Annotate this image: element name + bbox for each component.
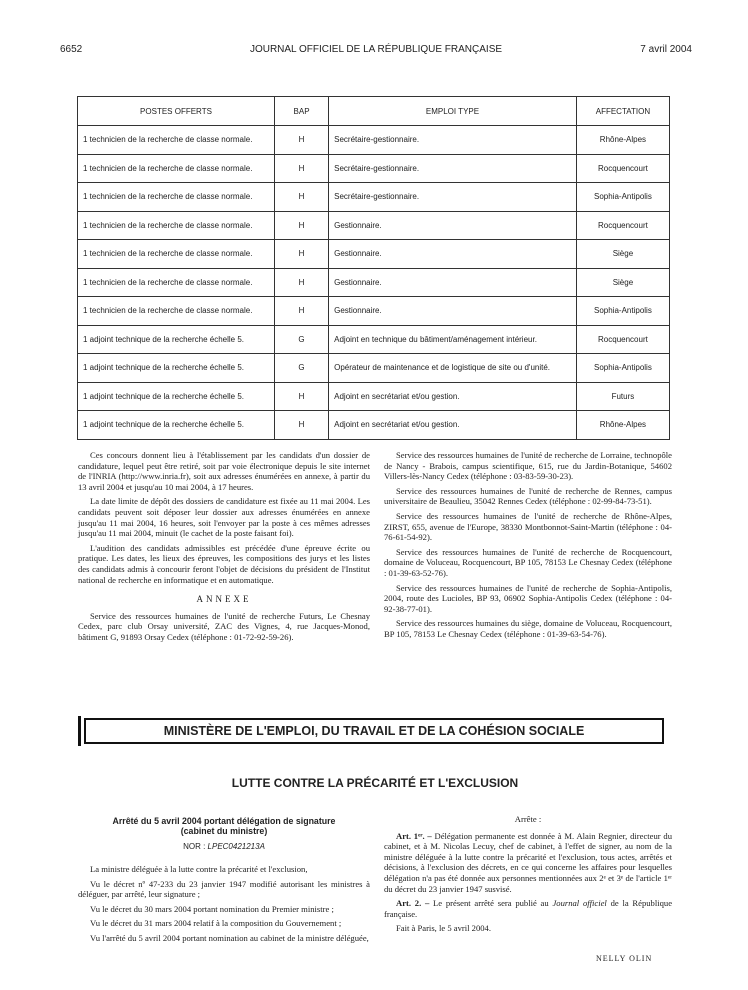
cell-emploi: Secrétaire-gestionnaire.: [329, 183, 577, 212]
cell-affectation: Siège: [576, 240, 669, 269]
table-row: [78, 154, 670, 183]
paragraph-futurs: Service des ressources humaines de l'unité de recherche Futurs, Le Chesnay Cedex, parc club Orsay université, ZAC des Vignes, 4, rue Jacques-Monod, bâtiment G, 91893 Orsay Cedex (téléphone : 01-72-92-59-26).: [78, 610, 370, 642]
cell-emploi: Gestionnaire.: [329, 211, 577, 240]
cell-emploi: Opérateur de maintenance et de logistique de site ou d'unité.: [329, 354, 577, 383]
column-header-affectation: AFFECTATION: [576, 97, 669, 126]
nor-label: NOR :: [183, 842, 206, 851]
nor-code: LPEC0421213A: [207, 842, 265, 851]
cell-bap: H: [274, 411, 328, 440]
visa-decret-1947: Vu le décret nº 47-233 du 23 janvier 1947 modifié autorisant les ministres à déléguer, par arrêté, leur signature ;: [78, 878, 370, 900]
annexe-heading: ANNEXE: [196, 594, 252, 605]
cell-affectation: Siège: [576, 268, 669, 297]
cell-affectation: Rocquencourt: [576, 154, 669, 183]
table-row: [78, 354, 670, 383]
cell-bap: G: [274, 325, 328, 354]
paragraph-sophia: Service des ressources humaines de l'unité de recherche de Sophia-Antipolis, 2004, route des Lucioles, BP 93, 06902 Sophia-Antipolis Cedex (téléphone : 04-92-38-77-01).: [384, 582, 672, 614]
postes-table: [77, 96, 670, 440]
section-title: LUTTE CONTRE LA PRÉCARITÉ ET L'EXCLUSION: [231, 776, 519, 790]
arrete-label: Arrête :: [514, 814, 542, 824]
cell-bap: H: [274, 268, 328, 297]
article-1-text: Délégation permanente est donnée à M. Alain Regnier, directeur du cabinet, et à M. Nicolas Lecuy, chef de cabinet, à l'effet de signer, au nom de la ministre déléguée à la lutte contre la précarité et l'exclusion, tous actes, arrêtés et décisions, à l'exclusion des décrets, en ce qui concerne les affaires pour lesquelles délégation n'a pas été donnée aux personnes mentionnées aux 2ᵉ et 3ᵉ de l'article 1ᵉʳ du décret du 23 janvier 1947 susvisé.: [384, 830, 672, 894]
paragraph-dossier: Ces concours donnent lieu à l'établissement par les candidats d'un dossier de candidature, lequel peut être retiré, soit par voie électronique depuis le site internet de l'INRIA (http://www.inria.fr), soit aux adresses énumérées en annexe, à partir du 13 avril 2004 et jusqu'au 10 mai 2004, à 17 heures.: [78, 450, 370, 492]
column-header-bap: BAP: [274, 97, 328, 126]
table-row: [78, 297, 670, 326]
cell-affectation: Futurs: [576, 382, 669, 411]
page-header: [60, 44, 692, 60]
cell-poste: 1 adjoint technique de la recherche échelle 5.: [78, 382, 275, 411]
paragraph-rocquencourt: Service des ressources humaines de l'unité de recherche de Rocquencourt, domaine de Voluceau, Rocquencourt, BP 105, 78153 Le Chesnay Cedex (téléphone : 01-39-63-52-76).: [384, 546, 672, 578]
signature: NELLY OLIN: [596, 954, 653, 963]
cell-affectation: Rhône-Alpes: [576, 126, 669, 155]
column-header-emploi: EMPLOI TYPE: [329, 97, 577, 126]
table-row: [78, 211, 670, 240]
cell-poste: 1 technicien de la recherche de classe normale.: [78, 211, 275, 240]
cell-emploi: Secrétaire-gestionnaire.: [329, 126, 577, 155]
cell-emploi: Gestionnaire.: [329, 297, 577, 326]
visa-ministre: La ministre déléguée à la lutte contre la précarité et l'exclusion,: [90, 864, 308, 874]
table-row: [78, 325, 670, 354]
cell-emploi: Gestionnaire.: [329, 240, 577, 269]
article-2: [384, 898, 672, 919]
article-2-label: Art. 2. –: [396, 898, 430, 909]
cell-emploi: Adjoint en technique du bâtiment/aménagement intérieur.: [329, 325, 577, 354]
cell-bap: H: [274, 211, 328, 240]
ministry-banner: MINISTÈRE DE L'EMPLOI, DU TRAVAIL ET DE LA COHÉSION SOCIALE: [84, 718, 664, 744]
article-2-text-a: Le présent arrêté sera publié au: [433, 898, 549, 909]
cell-poste: 1 adjoint technique de la recherche échelle 5.: [78, 325, 275, 354]
nor-reference: [78, 842, 370, 851]
arrete-title: [78, 816, 370, 836]
cell-poste: 1 technicien de la recherche de classe normale.: [78, 154, 275, 183]
cell-poste: 1 adjoint technique de la recherche échelle 5.: [78, 354, 275, 383]
table-row: [78, 126, 670, 155]
paragraph-rennes: Service des ressources humaines de l'unité de recherche de Rennes, campus universitaire de Beaulieu, 35042 Rennes Cedex (téléphone : 02-99-84-73-51).: [384, 485, 672, 507]
page-number: 6652: [60, 44, 83, 55]
cell-bap: G: [274, 354, 328, 383]
visa-decret-30-mars: Vu le décret du 30 mars 2004 portant nomination du Premier ministre ;: [90, 903, 334, 914]
table-row: [78, 183, 670, 212]
articles-column: [384, 814, 672, 938]
paragraph-lorraine: Service des ressources humaines de l'unité de recherche de Lorraine, technopôle de Nancy - Brabois, campus scientifique, 615, rue du Jardin-Botanique, 54602 Villers-lès-Nancy Cedex (téléphone : 03-83-59-30-23).: [384, 450, 672, 482]
fait-a-paris: Fait à Paris, le 5 avril 2004.: [396, 923, 491, 934]
visas-column: [78, 864, 370, 948]
table-row: [78, 411, 670, 440]
cell-bap: H: [274, 183, 328, 212]
cell-poste: 1 adjoint technique de la recherche échelle 5.: [78, 411, 275, 440]
cell-poste: 1 technicien de la recherche de classe normale.: [78, 183, 275, 212]
cell-emploi: Secrétaire-gestionnaire.: [329, 154, 577, 183]
cell-affectation: Sophia-Antipolis: [576, 183, 669, 212]
cell-affectation: Rhône-Alpes: [576, 411, 669, 440]
cell-emploi: Adjoint en secrétariat et/ou gestion.: [329, 411, 577, 440]
cell-affectation: Rocquencourt: [576, 325, 669, 354]
left-column: [78, 450, 370, 647]
arrete-subtitle-line: (cabinet du ministre): [180, 826, 268, 836]
article-2-text-b: de la République française.: [384, 898, 673, 919]
column-header-postes: POSTES OFFERTS: [78, 97, 275, 126]
visa-arrete-5-avril: Vu l'arrêté du 5 avril 2004 portant nomination au cabinet de la ministre déléguée,: [90, 932, 369, 943]
cell-poste: 1 technicien de la recherche de classe normale.: [78, 268, 275, 297]
cell-bap: H: [274, 297, 328, 326]
cell-bap: H: [274, 382, 328, 411]
paragraph-date-limite: La date limite de dépôt des dossiers de candidature est fixée au 11 mai 2004. Les candidats peuvent soit déposer leur dossier aux adresses énumérées en annexe jusqu'au 11 mai 2004, 16 heures, soit l'envoyer par la poste à ces mêmes adresses jusqu'au 11 mai 2004, minuit (le cachet de la poste faisant foi).: [78, 496, 370, 539]
right-column: [384, 450, 672, 644]
cell-affectation: Sophia-Antipolis: [576, 354, 669, 383]
paragraph-rhone-alpes: Service des ressources humaines de l'unité de recherche de Rhône-Alpes, ZIRST, 655, avenue de l'Europe, 38330 Montbonnot-Saint-Martin (téléphone : 04-76-61-54-92).: [384, 510, 672, 543]
table-row: [78, 268, 670, 297]
cell-bap: H: [274, 240, 328, 269]
issue-date: 7 avril 2004: [640, 44, 692, 55]
journal-title: JOURNAL OFFICIEL DE LA RÉPUBLIQUE FRANÇAISE: [249, 44, 503, 55]
paragraph-siege: Service des ressources humaines du siège, domaine de Voluceau, Rocquencourt, BP 105, 78153 Le Chesnay Cedex (téléphone : 01-39-63-54-76).: [384, 618, 672, 639]
arrete-title-line: Arrêté du 5 avril 2004 portant délégation de signature: [112, 816, 336, 826]
cell-bap: H: [274, 126, 328, 155]
article-1: [384, 831, 672, 895]
table-row: [78, 382, 670, 411]
cell-poste: 1 technicien de la recherche de classe normale.: [78, 297, 275, 326]
table-row: [78, 240, 670, 269]
paragraph-audition: L'audition des candidats admissibles est précédée d'une épreuve écrite ou pratique. Les dates, les lieux des épreuves, les compositions des jurys et les listes des candidats admis à concourir feront l'objet de décisions du président de l'Institut national de recherche en informatique et en automatique.: [78, 542, 370, 585]
cell-emploi: Gestionnaire.: [329, 268, 577, 297]
cell-affectation: Sophia-Antipolis: [576, 297, 669, 326]
cell-poste: 1 technicien de la recherche de classe normale.: [78, 126, 275, 155]
article-2-journal: Journal officiel: [552, 898, 607, 909]
article-1-label: Art. 1ᵉʳ. –: [396, 830, 432, 841]
table-header-row: [78, 97, 670, 126]
cell-bap: H: [274, 154, 328, 183]
cell-poste: 1 technicien de la recherche de classe normale.: [78, 240, 275, 269]
visa-decret-31-mars: Vu le décret du 31 mars 2004 relatif à la composition du Gouvernement ;: [90, 918, 342, 929]
cell-affectation: Rocquencourt: [576, 211, 669, 240]
cell-emploi: Adjoint en secrétariat et/ou gestion.: [329, 382, 577, 411]
